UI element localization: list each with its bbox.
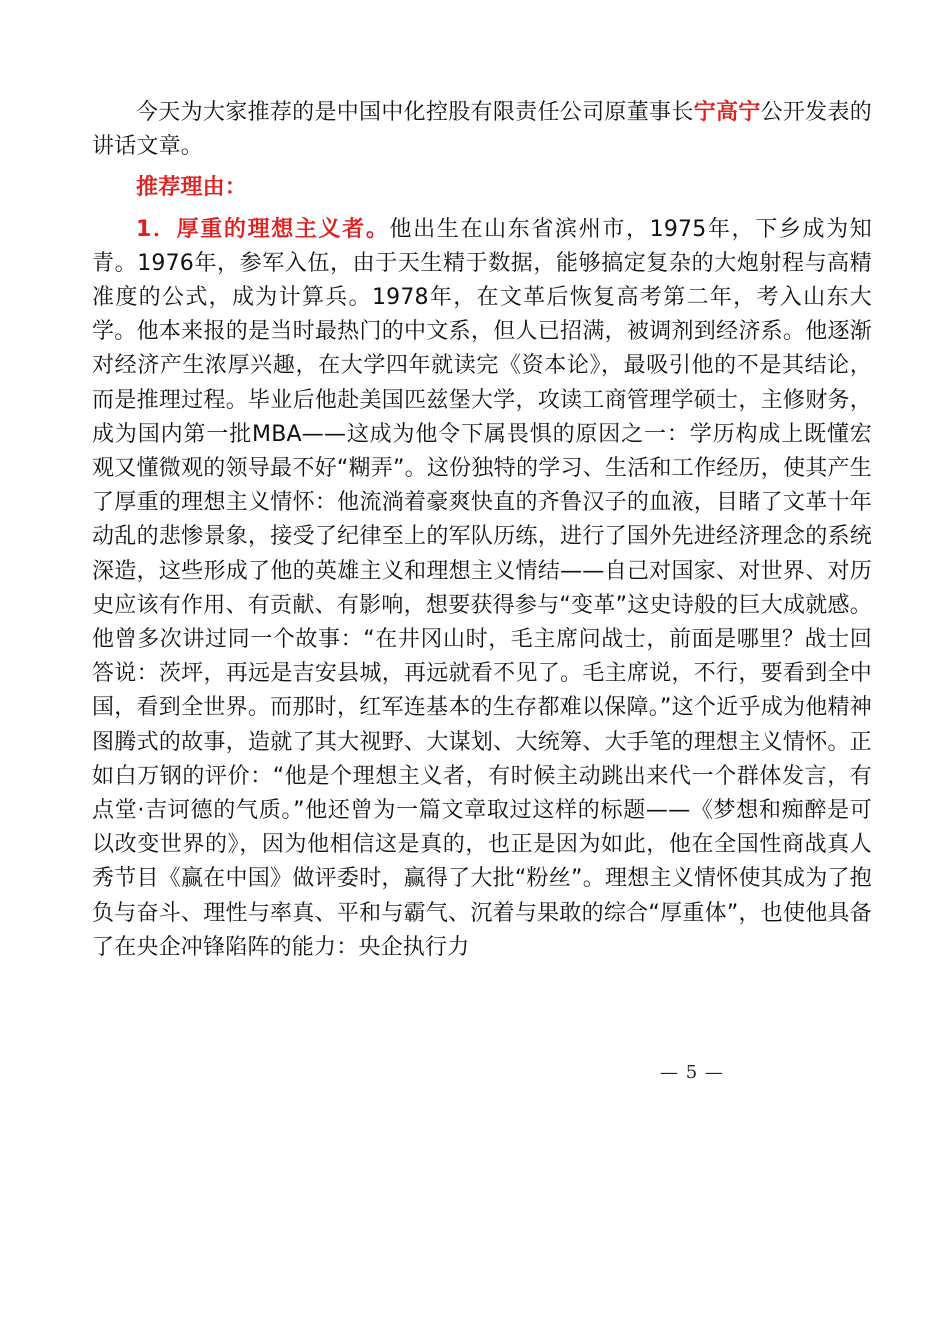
reason-heading-paragraph <box>92 171 872 205</box>
page-number: — 5 — <box>660 1062 724 1083</box>
reason-heading: 推荐理由： <box>136 175 248 201</box>
point-1-body: 他出生在山东省滨州市，1975年，下乡成为知青。1976年，参军入伍，由于天生精于数据，能够搞定复杂的大炮射程与高精准度的公式，成为计算兵。1978年，在文革后恢复高考第二年，考入山东大学。他本来报的是当时最热门的中文系，但人已招满，被调剂到经济系。他逐渐对经济产生浓厚兴趣，在大学四年就读完《资本论》，最吸引他的不是其结论，而是推理过程。毕业后他赴美国匹兹堡大学，攻读工商管理学硕士，主修财务，成为国内第一批MBA——这成为他令下属畏惧的原因之一：学历构成上既懂宏观又懂微观的领导最不好“糊弄”。这份独特的学习、生活和工作经历，使其产生了厚重的理想主义情怀：他流淌着豪爽快直的齐鲁汉子的血液，目睹了文革十年动乱的悲惨景象，接受了纪律至上的军队历练，进行了国外先进经济理念的系统深造，这些形成了他的英雄主义和理想主义情结——自己对国家、对世界、对历史应该有作用、有贡献、有影响，想要获得参与“变革”这史诗般的巨大成就感。他曾多次讲过同一个故事：“在井冈山时，毛主席问战士，前面是哪里？战士回答说：茨坪，再远是吉安县城，再远就看不见了。毛主席说，不行，要看到全中国，看到全世界。而那时，红军连基本的生存都难以保障。”这个近乎成为他精神图腾式的故事，造就了其大视野、大谋划、大统筹、大手笔的理想主义情怀。正如白万钢的评价：“他是个理想主义者，有时候主动跳出来代一个群体发言，有点堂·吉诃德的气质。”他还曾为一篇文章取过这样的标题——《梦想和痴醉是可以改变世界的》，因为他相信这是真的，也正是因为如此，他在全国性商战真人秀节目《赢在中国》做评委时，赢得了大批“粉丝”。理想主义情怀使其成为了抱负与奋斗、理性与率真、平和与霸气、沉着与果敢的综合“厚重体”，也使他具备了在央企冲锋陷阵的能力：央企执行力 <box>92 216 873 960</box>
intro-text-before: 今天为大家推荐的是中国中化控股有限责任公司原董事长 <box>136 100 694 125</box>
point-1-paragraph <box>92 213 872 965</box>
document-page <box>92 96 872 965</box>
highlighted-name: 宁高宁 <box>693 100 761 125</box>
intro-paragraph <box>92 96 872 164</box>
point-1-title: 1．厚重的理想主义者。 <box>136 216 390 242</box>
intro-text-after: 公开发表的讲话文章。 <box>92 100 872 160</box>
